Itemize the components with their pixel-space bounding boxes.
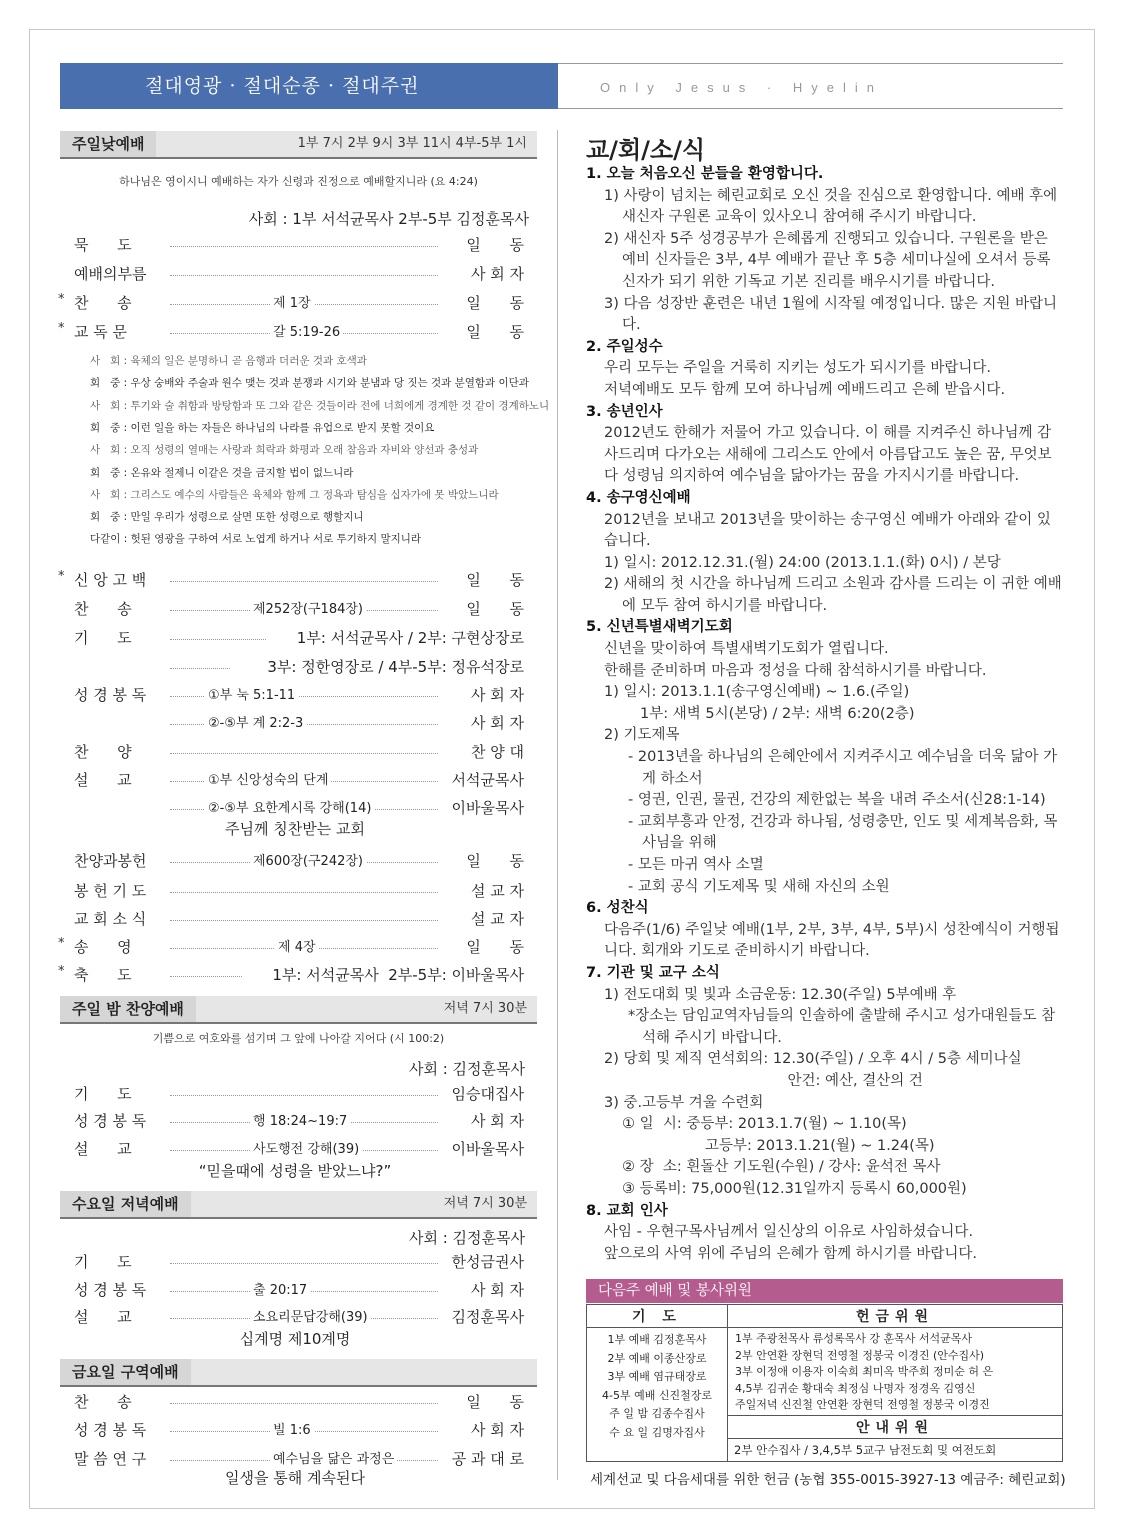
order-detail: 갈 5:19-26: [270, 321, 343, 340]
news-heading: 5. 신년특별새벽기도회: [586, 619, 733, 636]
order-responsible: 일 동: [466, 236, 524, 254]
order-detail: 제 1장: [270, 292, 314, 311]
order-label: 찬 송: [74, 600, 132, 618]
news-item: ① 일 시: 중등부: 2013.1.7(월) ~ 1.10(목): [622, 1116, 907, 1133]
offering-account-note: 세계선교 및 다음세대를 위한 헌금 (농협 355-0015-3927-13 예금주: 혜린교회): [590, 1472, 1066, 1488]
leader-dots: [170, 668, 230, 669]
section-times: 저녁 7시 30분: [443, 1196, 527, 1211]
order-label: 찬 송: [74, 1393, 132, 1411]
order-label: 묵 도: [74, 236, 132, 254]
leader-dots: [170, 639, 266, 640]
order-row: [60, 263, 530, 285]
news-item: 다음주(1/6) 주일낮 예배(1부, 2부, 3부, 4부, 5부)시 성찬예식이 거행됩니다. 회개와 기도로 준비하시기 바랍니다.: [604, 921, 1060, 960]
sermon-subtitle: 일생을 통해 계속된다: [225, 1469, 365, 1487]
order-responsible: 사 회 자: [470, 265, 524, 283]
news-heading: 6. 성찬식: [586, 900, 649, 917]
order-responsible: 설 교 자: [470, 910, 524, 928]
order-row: [60, 936, 530, 958]
news-item: 2) 새해의 첫 시간을 하나님께 드리고 소원과 감사를 드리는 이 귀한 예배에 모두 참여 하시기를 바랍니다.: [604, 576, 1062, 614]
section-wednesday: [60, 1191, 537, 1219]
news-heading: 4. 송구영신예배: [586, 489, 691, 506]
order-responsible: 일 동: [466, 938, 524, 956]
order-row: [60, 797, 530, 819]
prayer-assignment: 3부 예배 염규태장로: [607, 1370, 707, 1383]
order-label: 기 도: [74, 629, 132, 647]
responsive-line: [90, 487, 499, 502]
order-label: 성 경 봉 독: [74, 686, 147, 704]
next-week-header: 다음주 예배 및 봉사위원: [586, 1279, 1063, 1303]
offering-header: 헌금위원: [728, 1305, 1063, 1328]
order-row: [60, 850, 530, 872]
news-heading: 1. 오늘 처음오신 분들을 환영합니다.: [586, 166, 824, 182]
order-detail: 제252장(구184장): [250, 598, 366, 617]
reader: 사 회 :: [90, 444, 131, 457]
section-title: 수요일 저녁예배: [60, 1191, 191, 1217]
order-responsible: 3부: 정한영장로 / 4부-5부: 정유석장로: [267, 658, 524, 676]
news-item: 안건: 예산, 결산의 건: [640, 1072, 923, 1089]
section-title: 주일낮예배: [60, 131, 156, 157]
order-row: [60, 656, 530, 678]
news-item: - 교회 공식 기도제목 및 새해 자신의 소원: [628, 878, 890, 895]
order-row: [60, 1306, 530, 1328]
sermon-subtitle: “믿을때에 성령을 받았느냐?”: [198, 1162, 392, 1180]
order-label: 설 교: [74, 1140, 132, 1158]
order-responsible: 김정훈목사: [451, 1308, 524, 1326]
news-item: - 2013년을 하나님의 은혜안에서 지켜주시고 예수님을 더욱 닮아 가게 하소서: [628, 749, 1058, 787]
offering-assignment: 4,5부 김귀순 황대숙 최정심 나명자 정경옥 김영신: [735, 1381, 976, 1395]
news-item: 신년을 맞이하여 특별새벽기도회가 열립니다.: [604, 641, 889, 658]
order-label: 교 독 문: [74, 323, 128, 341]
sermon-subtitle: 십계명 제10계명: [239, 1330, 351, 1348]
motto-banner: 절대영광 · 절대순종 · 절대주권: [60, 63, 558, 109]
prayer-assignment: 수 요 일 김명자집사: [609, 1425, 705, 1439]
news-item: 2012년도 한해가 저물어 가고 있습니다. 이 해를 지켜주신 하나님께 감사드리며 다가오는 새해에 그리스도 안에서 아름답고도 높은 꿈, 무엇보다 성령님 의지하여 예수님을 닮아가는 꿈을 가지시기를 바랍니다.: [604, 425, 1052, 485]
order-responsible: 사 회 자: [470, 714, 524, 732]
order-label: 찬 양: [74, 743, 132, 761]
sermon-subtitle: 주님께 칭찬받는 교회: [225, 820, 365, 838]
leader-dots: [170, 1095, 438, 1096]
offering-assignment: 1부 주광천목사 류성록목사 강 훈목사 서석균목사: [735, 1332, 972, 1345]
offering-list: [728, 1328, 1063, 1416]
news-item: - 모든 마귀 역사 소멸: [628, 857, 764, 873]
reading-text: 온유와 절제니 이같은 것을 금지할 법이 없느니라: [130, 466, 354, 479]
reader: 회 중 :: [90, 377, 131, 390]
responsive-line: [90, 465, 353, 480]
order-detail: 소요리문답강해(39): [250, 1306, 371, 1325]
order-label: 설 교: [74, 771, 132, 789]
order-responsible: 설 교 자: [470, 882, 524, 900]
news-item: 3) 다음 성장반 훈련은 내년 1월에 시작될 예정입니다. 많은 지원 바랍니다.: [604, 295, 1057, 334]
prayer-assignment: 1부 예배 김정훈목사: [607, 1333, 707, 1346]
order-label: 찬양과봉헌: [74, 852, 147, 870]
order-row: [60, 1251, 530, 1273]
order-responsible: 이바울목사: [451, 799, 524, 817]
leader-dots: [170, 892, 438, 893]
order-label: 성 경 봉 독: [74, 1281, 147, 1299]
order-row: [60, 321, 530, 343]
order-detail: 제600장(구242장): [250, 850, 366, 869]
worship-leader: 사회 : 김정훈목사: [408, 1229, 525, 1247]
news-item: 1) 일시: 2012.12.31.(월) 24:00 (2013.1.1.(화) 0시) / 본당: [604, 554, 1001, 571]
responsive-line: [90, 398, 549, 413]
standing-mark: *: [58, 321, 65, 336]
order-responsible: 일 동: [466, 571, 524, 589]
reading-text: 그리스도 예수의 사람들은 육체와 함께 그 정욕과 탐심을 십자가에 못 박았느니라: [130, 488, 499, 501]
order-detail: 빌 1:6: [270, 1419, 314, 1438]
leader-dots: [170, 1263, 438, 1264]
news-item: 2) 새신자 5주 성경공부가 은혜롭게 진행되고 있습니다. 구원론을 받은 예비 신자들은 3부, 4부 예배가 끝난 후 5층 세미나실에 오셔서 등록신자가 되기 위한 기독교 기본 진리를 배우시기를 바랍니다.: [604, 230, 1053, 290]
leader-dots: [170, 1403, 438, 1404]
order-detail: ②-⑤부 요한계시록 강해(14): [205, 797, 374, 816]
reader: 회 중 :: [90, 421, 131, 434]
news-item: 2) 기도제목: [604, 727, 680, 744]
section-times: 1부 7시 2부 9시 3부 11시 4부-5부 1시: [297, 136, 527, 151]
order-responsible: 일 동: [466, 852, 524, 870]
order-row: [60, 234, 530, 256]
order-row: [60, 1083, 530, 1105]
news-item: 사임 - 우현구목사님께서 일신상의 이유로 사임하셨습니다.: [604, 1224, 974, 1241]
section-title: 주일 밤 찬양예배: [60, 996, 196, 1022]
reader: 회 중 :: [90, 511, 131, 524]
responsive-line: [90, 531, 421, 546]
prayer-header: 기 도: [587, 1305, 728, 1328]
order-row: [60, 627, 530, 649]
responsive-line: [90, 353, 367, 368]
offering-assignment: 3부 이정애 이용자 이숙희 최미옥 박주희 정미순 허 은: [735, 1365, 994, 1378]
news-item: 1) 전도대회 및 빛과 소금운동: 12.30(주일) 5부예배 후: [604, 986, 957, 1003]
order-detail: 출 20:17: [250, 1279, 310, 1298]
leader-dots: [170, 976, 242, 977]
prayer-assignment: 4-5부 예배 신진철장로: [602, 1388, 712, 1402]
order-row: [60, 1391, 530, 1413]
order-label: 말 씀 연 구: [74, 1450, 147, 1468]
reading-text: 만일 우리가 성령으로 살면 또한 성령으로 행할지니: [130, 511, 364, 524]
order-detail: ②-⑤부 계 2:2-3: [205, 712, 306, 731]
section-sunday-worship: [60, 131, 537, 159]
order-detail: 행 18:24~19:7: [250, 1110, 350, 1129]
order-row: [60, 908, 530, 930]
order-detail: 제 4장: [275, 936, 319, 955]
reader: 다같이 :: [90, 533, 131, 546]
order-label: 예배의부름: [74, 265, 147, 283]
section-sunday-evening: [60, 996, 537, 1024]
order-responsible: 공 과 대 로: [451, 1450, 524, 1468]
order-row: [60, 1279, 530, 1301]
standing-mark: *: [58, 569, 65, 584]
order-responsible: 일 동: [466, 294, 524, 312]
order-detail: ①부 눅 5:1-11: [205, 684, 298, 703]
news-item: *장소는 담임교역자님들의 인솔하에 출발해 주시고 성가대원들도 참석해 주시기 바랍니다.: [628, 1008, 1056, 1046]
standing-mark: *: [58, 936, 65, 951]
order-label: 봉 헌 기 도: [74, 882, 147, 900]
order-responsible: 이바울목사: [451, 1140, 524, 1158]
news-heading: 8. 교회 인사: [586, 1202, 668, 1219]
order-detail: 예수님을 닮은 과정은: [270, 1448, 397, 1467]
order-responsible: 한성금권사: [451, 1253, 524, 1271]
leader-dots: [170, 581, 438, 582]
prayer-list: [587, 1328, 728, 1462]
news-item: 앞으로의 사역 위에 주님의 은혜가 함께 하시기를 바랍니다.: [604, 1245, 978, 1262]
order-row: [60, 292, 530, 314]
news-title: 교/회/소/식: [586, 136, 706, 164]
order-detail: ①부 신앙성숙의 단계: [205, 769, 331, 788]
order-label: 성 경 봉 독: [74, 1421, 147, 1439]
order-label: 기 도: [74, 1085, 132, 1103]
order-label: 신 앙 고 백: [74, 571, 147, 589]
order-responsible: 찬 양 대: [470, 743, 524, 761]
standing-mark: *: [58, 964, 65, 979]
responsive-line: [90, 420, 434, 435]
order-responsible: 사 회 자: [470, 1112, 524, 1130]
news-item: - 교회부흥과 안정, 건강과 하나됨, 성령충만, 인도 및 세계복음화, 목사님을 위해: [628, 813, 1058, 852]
leader-dots: [170, 246, 438, 247]
church-tagline: Only Jesus · Hyelin: [600, 80, 883, 95]
order-label: 교 회 소 식: [74, 910, 147, 928]
news-item: - 영권, 인권, 물권, 건강의 제한없는 복을 내려 주소서(신28:1-14): [628, 792, 1046, 809]
reader: 회 중 :: [90, 466, 131, 479]
offering-assignment: 주일저녁 신진철 안연환 장현덕 전영철 정봉국 이경진: [735, 1398, 990, 1411]
order-row: [60, 1110, 530, 1132]
reading-text: 우상 숭배와 주술과 원수 맺는 것과 분쟁과 시기와 분냄과 당 짓는 것과 분열함과 이단과: [130, 377, 529, 390]
news-heading: 3. 송년인사: [586, 403, 663, 420]
reader: 사 회 :: [90, 399, 131, 412]
church-news: [586, 164, 1064, 1265]
news-item: 2) 당회 및 제직 연석회의: 12.30(주일) / 오후 4시 / 5층 세미나실: [604, 1051, 1022, 1068]
order-label: 성 경 봉 독: [74, 1112, 147, 1130]
prayer-assignment: 주 일 밤 김종수집사: [609, 1407, 705, 1420]
reading-text: 이런 일을 하는 자들은 하나님의 나라를 유업으로 받지 못할 것이요: [130, 421, 435, 434]
order-responsible: 사 회 자: [470, 1281, 524, 1299]
order-row: [60, 598, 530, 620]
section-times: 저녁 7시 30분: [443, 1001, 527, 1016]
order-row: [60, 964, 530, 986]
responsive-line: [90, 509, 364, 524]
order-responsible: 임승대집사: [451, 1085, 524, 1103]
reader: 사 회 :: [90, 488, 131, 501]
reading-text: 헛된 영광을 구하여 서로 노엽게 하거나 서로 투기하지 말지니라: [130, 533, 422, 546]
order-label: 설 교: [74, 1308, 132, 1326]
standing-mark: *: [58, 292, 65, 307]
usher-list: 2부 안수집사 / 3,4,5부 5교구 남전도회 및 여전도회: [728, 1438, 1063, 1461]
reading-text: 투기와 술 취함과 방탕함과 또 그와 같은 것들이라 전에 너희에게 경계한 것 같이 경계하노니: [130, 399, 550, 412]
offering-assignment: 2부 안연환 장현덕 전영철 정봉국 이경진 (안수집사): [735, 1348, 985, 1362]
responsive-line: [90, 375, 529, 390]
theme-verse: 기쁨으로 여호와를 섬기며 그 앞에 나아갈 지어다 (시 100:2): [152, 1032, 445, 1045]
order-label: 송 영: [74, 938, 132, 956]
reading-text: 육체의 일은 분명하니 곧 음행과 더러운 것과 호색과: [130, 355, 367, 367]
order-responsible: 1부: 서석균목사 / 2부: 구현상장로: [296, 629, 524, 647]
order-row: [60, 769, 530, 791]
leader-dots: [170, 920, 438, 921]
news-item: 우리 모두는 주일을 거룩히 지키는 성도가 되시기를 바랍니다.: [604, 360, 992, 377]
order-responsible: 일 동: [466, 600, 524, 618]
order-row: [60, 880, 530, 902]
worship-leader: 사회 : 1부 서석균목사 2부-5부 김정훈목사: [248, 210, 529, 228]
news-item: ③ 등록비: 75,000원(12.31일까지 등록시 60,000원): [622, 1180, 967, 1197]
news-item: 1) 일시: 2013.1.1(송구영신예배) ~ 1.6.(주일): [604, 684, 910, 701]
order-responsible: 사 회 자: [470, 686, 524, 704]
leader-dots: [170, 753, 438, 754]
responsive-line: [90, 442, 478, 457]
news-item: 2012년을 보내고 2013년을 맞이하는 송구영신 예배가 아래와 같이 있습니다.: [604, 511, 1051, 550]
order-responsible: 사 회 자: [470, 1421, 524, 1439]
column-divider: [557, 130, 558, 1480]
order-row: [60, 1138, 530, 1160]
news-item: 고등부: 2013.1.21(월) ~ 1.24(목): [622, 1137, 935, 1154]
order-row: [60, 569, 530, 591]
order-responsible: 서석균목사: [451, 771, 524, 789]
prayer-assignment: 2부 예배 이종산장로: [607, 1351, 707, 1365]
order-responsible: 1부: 서석균목사 2부-5부: 이바울목사: [272, 966, 524, 984]
order-row: [60, 712, 530, 734]
leader-dots: [170, 275, 438, 276]
order-label: 찬 송: [74, 294, 132, 312]
news-item: ② 장 소: 흰돌산 기도원(수원) / 강사: 윤석전 목사: [622, 1159, 941, 1176]
news-item: 저녁예배도 모두 함께 모여 하나님께 예배드리고 은혜 받읍시다.: [604, 381, 1006, 398]
order-row: [60, 684, 530, 706]
order-detail: 사도행전 강해(39): [250, 1138, 362, 1157]
section-title: 금요일 구역예배: [60, 1359, 191, 1385]
order-label: 축 도: [74, 966, 132, 984]
order-row: [60, 741, 530, 763]
news-heading: 7. 기관 및 교구 소식: [586, 964, 720, 981]
order-row: [60, 1419, 530, 1441]
worship-leader: 사회 : 김정훈목사: [408, 1060, 525, 1078]
news-item: 1부: 새벽 5시(본당) / 2부: 새벽 6:20(2층): [640, 705, 915, 722]
news-item: 한해를 준비하며 마음과 정성을 다해 참석하시기를 바랍니다.: [604, 662, 987, 679]
service-staff-table: [586, 1304, 1063, 1462]
theme-verse: 하나님은 영이시니 예배하는 자가 신령과 진정으로 예배할지니라 (요 4:24): [119, 175, 478, 188]
order-responsible: 일 동: [466, 1393, 524, 1411]
reader: 사 회 :: [90, 355, 131, 367]
usher-header: 안내위원: [728, 1415, 1063, 1438]
news-heading: 2. 주일성수: [586, 338, 663, 355]
order-label: 기 도: [74, 1253, 132, 1271]
news-item: 3) 중.고등부 겨울 수련회: [604, 1094, 764, 1111]
reading-text: 오직 성령의 열매는 사랑과 희락과 화평과 오래 참음과 자비와 양선과 충성과: [130, 444, 479, 457]
news-item: 1) 사랑이 넘치는 혜린교회로 오신 것을 진심으로 환영합니다. 예배 후에 새신자 구원론 교육이 있사오니 참여해 주시기 바랍니다.: [604, 187, 1062, 226]
section-friday: [60, 1359, 537, 1387]
order-responsible: 일 동: [466, 323, 524, 341]
